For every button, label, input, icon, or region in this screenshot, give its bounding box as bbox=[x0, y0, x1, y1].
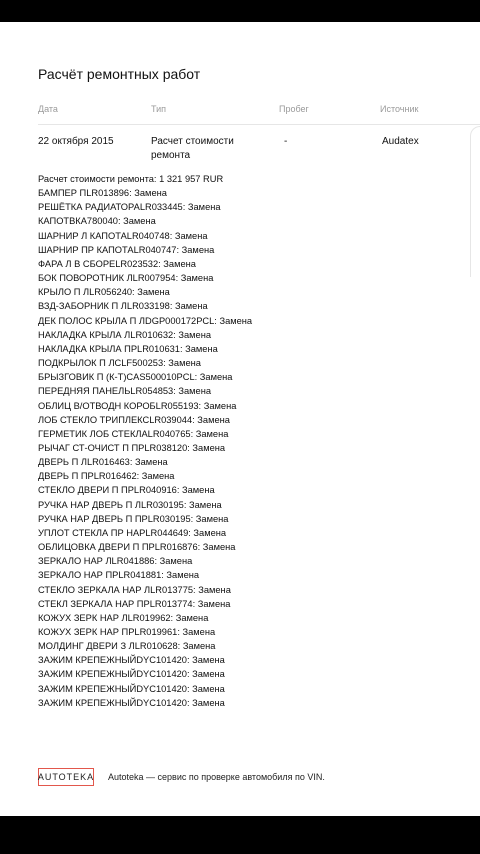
repair-item: РЕШЁТКА РАДИАТОРАLR033445: Замена bbox=[38, 202, 221, 213]
row-date: 22 октября 2015 bbox=[38, 136, 114, 147]
repair-item: РУЧКА НАР ДВЕРЬ П ЛLR030195: Замена bbox=[38, 499, 222, 510]
report-page bbox=[0, 22, 480, 816]
repair-item: БРЫЗГОВИК П (К-Т)CAS500010PCL: Замена bbox=[38, 372, 233, 383]
row-mileage: - bbox=[284, 136, 288, 147]
row-type-line1: Расчет стоимости bbox=[151, 136, 234, 147]
repair-item: СТЕКЛО ЗЕРКАЛА НАР ЛLR013775: Замена bbox=[38, 584, 231, 595]
repair-item: СТЕКЛО ДВЕРИ П ПPLR040916: Замена bbox=[38, 485, 215, 496]
row-type-line2: ремонта bbox=[151, 150, 191, 161]
scroll-edge bbox=[470, 126, 480, 277]
row-type bbox=[151, 135, 234, 163]
top-black-bar bbox=[0, 0, 480, 22]
repair-item: ЗАЖИМ КРЕПЕЖНЫЙDYC101420: Замена bbox=[38, 683, 225, 694]
row-source: Audatex bbox=[382, 136, 419, 147]
repair-item: РУЧКА НАР ДВЕРЬ П ПPLR030195: Замена bbox=[38, 513, 229, 524]
repair-item: БАМПЕР ПLR013896: Замена bbox=[38, 188, 167, 199]
repair-item: ЗЕРКАЛО НАР ПPLR041881: Замена bbox=[38, 570, 200, 581]
repair-item: ПЕРЕДНЯЯ ПАНЕЛЬLR054853: Замена bbox=[38, 386, 212, 397]
repair-item: КОЖУХ ЗЕРК НАР ПPLR019961: Замена bbox=[38, 627, 216, 637]
repair-item: ЗАЖИМ КРЕПЕЖНЫЙDYC101420: Замена bbox=[38, 655, 225, 666]
autoteka-logo[interactable]: AUTOTEKA bbox=[38, 768, 94, 786]
repair-item: ОБЛИЦ В/ОТВОДН КОРОБLR055193: Замена bbox=[38, 400, 237, 411]
repair-item: ГЕРМЕТИК ЛОБ СТЕКЛALR040765: Замена bbox=[38, 428, 229, 439]
repair-item: ДЕК ПОЛОС КРЫЛА П ЛDGP000172PCL: Замена bbox=[38, 315, 253, 326]
repair-details-list bbox=[38, 172, 458, 710]
repair-item: ШАРНИР Л КАПОТАLR040748: Замена bbox=[38, 230, 208, 241]
footer-text: Autoteka — сервис по проверке автомобиля по VIN. bbox=[108, 772, 325, 782]
repair-item: БОК ПОВОРОТНИК ЛLR007954: Замена bbox=[38, 273, 214, 284]
header-divider bbox=[38, 124, 458, 125]
repair-item: ОБЛИЦОВКА ДВЕРИ П ПPLR016876: Замена bbox=[38, 542, 236, 553]
repair-item: ЛОБ СТЕКЛО ТРИПЛЕКСLR039044: Замена bbox=[38, 414, 230, 425]
repair-item: ДВЕРЬ П ПPLR016462: Замена bbox=[38, 471, 175, 482]
repair-item: ФАРА Л В СБОРЕLR023532: Замена bbox=[38, 258, 196, 269]
page-title: Расчёт ремонтных работ bbox=[38, 66, 201, 82]
repair-item: МОЛДИНГ ДВЕРИ З ЛLR010628: Замена bbox=[38, 641, 216, 652]
repair-item: КРЫЛО П ЛLR056240: Замена bbox=[38, 287, 170, 298]
repair-item: УПЛОТ СТЕКЛА ПР НАPLR044649: Замена bbox=[38, 527, 227, 538]
repair-item: СТЕКЛ ЗЕРКАЛА НАР ПPLR013774: Замена bbox=[38, 598, 231, 609]
repair-item: РЫЧАГ СТ-ОЧИСТ П ПPLR038120: Замена bbox=[38, 442, 226, 453]
column-header-type: Тип bbox=[151, 104, 167, 114]
repair-item: НАКЛАДКА КРЫЛА ЛLR010632: Замена bbox=[38, 329, 211, 340]
column-header-mileage: Пробег bbox=[279, 104, 309, 114]
repair-item: ДВЕРЬ П ЛLR016463: Замена bbox=[38, 457, 168, 468]
repair-item: НАКЛАДКА КРЫЛА ПPLR010631: Замена bbox=[38, 343, 218, 354]
header-divider-right bbox=[452, 124, 480, 125]
repair-item: ВЗД-ЗАБОРНИК П ЛLR033198: Замена bbox=[38, 301, 208, 312]
repair-item: ШАРНИР ПР КАПОТАLR040747: Замена bbox=[38, 244, 215, 255]
column-header-source: Источник bbox=[380, 104, 419, 114]
column-header-date: Дата bbox=[38, 104, 58, 114]
bottom-black-bar bbox=[0, 816, 480, 854]
repair-cost-total: Расчет стоимости ремонта: 1 321 957 RUR bbox=[38, 174, 224, 184]
repair-item: ЗЕРКАЛО НАР ЛLR041886: Замена bbox=[38, 556, 193, 567]
repair-item: ЗАЖИМ КРЕПЕЖНЫЙDYC101420: Замена bbox=[38, 697, 225, 708]
repair-item: ПОДКРЫЛОК П ЛCLF500253: Замена bbox=[38, 358, 201, 369]
repair-item: ЗАЖИМ КРЕПЕЖНЫЙDYC101420: Замена bbox=[38, 669, 225, 680]
repair-item: КОЖУХ ЗЕРК НАР ЛLR019962: Замена bbox=[38, 612, 209, 623]
repair-item: КАПОТВКА780040: Замена bbox=[38, 216, 156, 227]
